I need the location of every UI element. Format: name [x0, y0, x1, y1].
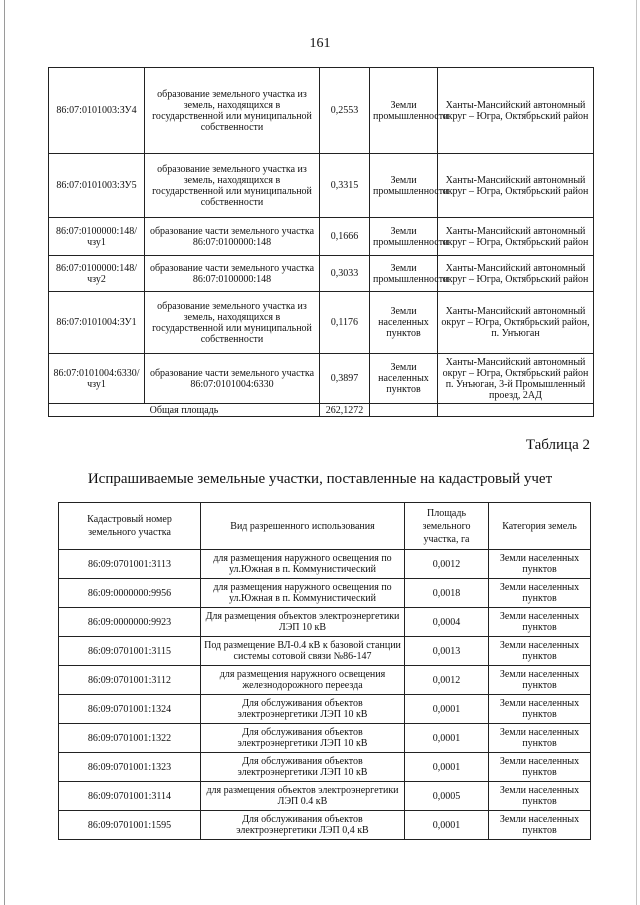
permitted-use: Для размещения объектов электроэнергетики ЛЭП 10 кВ — [201, 608, 405, 637]
land-category: Земли населенных пунктов — [489, 695, 591, 724]
location: Ханты-Мансийский автономный округ – Югра, Октябрьский район, п. Унъюган — [438, 292, 594, 354]
table-row — [59, 724, 591, 753]
area-value: 0,0013 — [405, 637, 489, 666]
cadastral-number: 86:09:0701001:3114 — [59, 782, 201, 811]
location: Ханты-Мансийский автономный округ – Югра, Октябрьский район п. Унъюган, 3-й Промышленный проезд, 2АД — [438, 354, 594, 404]
table-row — [59, 550, 591, 579]
column-header-area: Площадь земельного участка, га — [405, 503, 489, 550]
table-row — [59, 782, 591, 811]
permitted-use: для размещения объектов электроэнергетики ЛЭП 0.4 кВ — [201, 782, 405, 811]
table-header-row — [59, 503, 591, 550]
table-row — [49, 354, 594, 404]
page-number: 161 — [309, 36, 331, 51]
table-row — [59, 695, 591, 724]
cadastral-number: 86:09:0701001:1595 — [59, 811, 201, 840]
area-value: 0,0001 — [405, 724, 489, 753]
land-category: Земли населенных пунктов — [489, 724, 591, 753]
table-row — [59, 637, 591, 666]
area-value: 0,1176 — [320, 292, 370, 354]
area-value: 0,0001 — [405, 695, 489, 724]
cadastral-number: 86:07:0101004:6330/чзу1 — [49, 354, 145, 404]
section-heading: Испрашиваемые земельные участки, поставленные на кадастровый учет — [87, 471, 553, 487]
permitted-use: образование земельного участка из земель, находящихся в государственной или муниципальной собственности — [145, 154, 320, 218]
area-value: 0,0001 — [405, 811, 489, 840]
area-value: 0,0001 — [405, 753, 489, 782]
empty-cell — [438, 404, 594, 417]
table-row — [49, 218, 594, 256]
cadastral-number: 86:07:0101003:ЗУ4 — [49, 68, 145, 154]
land-category: Земли населенных пунктов — [489, 637, 591, 666]
table-row — [49, 292, 594, 354]
registered-land-plots-table — [58, 502, 591, 840]
area-value: 0,3897 — [320, 354, 370, 404]
permitted-use: образование части земельного участка 86:07:0100000:148 — [145, 218, 320, 256]
permitted-use: образование части земельного участка 86:07:0100000:148 — [145, 256, 320, 292]
permitted-use: для размещения наружного освещения железнодорожного переезда — [201, 666, 405, 695]
area-value: 0,0004 — [405, 608, 489, 637]
land-category: Земли населенных пунктов — [489, 608, 591, 637]
land-category: Земли населенных пунктов — [489, 753, 591, 782]
area-value: 0,0018 — [405, 579, 489, 608]
land-plots-table-continued — [48, 67, 594, 417]
table-row — [59, 666, 591, 695]
column-header-permitted-use: Вид разрешенного использования — [201, 503, 405, 550]
cadastral-number: 86:09:0701001:1322 — [59, 724, 201, 753]
permitted-use: Для обслуживания объектов электроэнергетики ЛЭП 10 кВ — [201, 724, 405, 753]
cadastral-number: 86:09:0000000:9923 — [59, 608, 201, 637]
table-row — [59, 579, 591, 608]
location: Ханты-Мансийский автономный округ – Югра, Октябрьский район — [438, 68, 594, 154]
permitted-use: образование земельного участка из земель, находящихся в государственной или муниципальной собственности — [145, 68, 320, 154]
permitted-use: образование части земельного участка 86:07:0101004:6330 — [145, 354, 320, 404]
land-category: Земли промышленности — [370, 218, 438, 256]
area-value: 0,3033 — [320, 256, 370, 292]
column-header-category: Категория земель — [489, 503, 591, 550]
permitted-use: Под размещение ВЛ-0.4 кВ к базовой станции системы сотовой связи №86-147 — [201, 637, 405, 666]
total-label: Общая площадь — [49, 404, 320, 417]
cadastral-number: 86:07:0101004:ЗУ1 — [49, 292, 145, 354]
land-category: Земли населенных пунктов — [370, 292, 438, 354]
permitted-use: Для обслуживания объектов электроэнергетики ЛЭП 10 кВ — [201, 695, 405, 724]
total-value: 262,1272 — [320, 404, 370, 417]
empty-cell — [370, 404, 438, 417]
land-category: Земли населенных пунктов — [489, 579, 591, 608]
table-row — [49, 68, 594, 154]
land-category: Земли населенных пунктов — [489, 782, 591, 811]
cadastral-number: 86:09:0701001:1323 — [59, 753, 201, 782]
land-category: Земли промышленности — [370, 154, 438, 218]
table-row — [59, 811, 591, 840]
cadastral-number: 86:07:0100000:148/чзу1 — [49, 218, 145, 256]
table-label: Таблица 2 — [525, 437, 590, 453]
area-value: 0,1666 — [320, 218, 370, 256]
land-category: Земли промышленности — [370, 68, 438, 154]
table-row — [49, 154, 594, 218]
scan-left-edge — [4, 0, 5, 905]
land-category: Земли населенных пунктов — [489, 666, 591, 695]
permitted-use: для размещения наружного освещения по ул.Южная в п. Коммунистический — [201, 579, 405, 608]
permitted-use: образование земельного участка из земель, находящихся в государственной или муниципальной собственности — [145, 292, 320, 354]
area-value: 0,3315 — [320, 154, 370, 218]
table-row — [49, 256, 594, 292]
area-value: 0,2553 — [320, 68, 370, 154]
area-value: 0,0012 — [405, 550, 489, 579]
column-header-cadastral-number: Кадастровый номер земельного участка — [59, 503, 201, 550]
cadastral-number: 86:09:0701001:3113 — [59, 550, 201, 579]
permitted-use: Для обслуживания объектов электроэнергетики ЛЭП 10 кВ — [201, 753, 405, 782]
land-category: Земли промышленности — [370, 256, 438, 292]
cadastral-number: 86:09:0701001:1324 — [59, 695, 201, 724]
cadastral-number: 86:07:0101003:ЗУ5 — [49, 154, 145, 218]
land-category: Земли населенных пунктов — [370, 354, 438, 404]
land-category: Земли населенных пунктов — [489, 550, 591, 579]
cadastral-number: 86:09:0701001:3115 — [59, 637, 201, 666]
scan-right-edge — [636, 0, 637, 905]
table-row — [59, 608, 591, 637]
area-value: 0,0005 — [405, 782, 489, 811]
cadastral-number: 86:09:0701001:3112 — [59, 666, 201, 695]
location: Ханты-Мансийский автономный округ – Югра, Октябрьский район — [438, 218, 594, 256]
permitted-use: для размещения наружного освещения по ул.Южная в п. Коммунистический — [201, 550, 405, 579]
total-row — [49, 404, 594, 417]
table-row — [59, 753, 591, 782]
location: Ханты-Мансийский автономный округ – Югра, Октябрьский район — [438, 256, 594, 292]
cadastral-number: 86:07:0100000:148/чзу2 — [49, 256, 145, 292]
location: Ханты-Мансийский автономный округ – Югра, Октябрьский район — [438, 154, 594, 218]
land-category: Земли населенных пунктов — [489, 811, 591, 840]
permitted-use: Для обслуживания объектов электроэнергетики ЛЭП 0,4 кВ — [201, 811, 405, 840]
area-value: 0,0012 — [405, 666, 489, 695]
cadastral-number: 86:09:0000000:9956 — [59, 579, 201, 608]
